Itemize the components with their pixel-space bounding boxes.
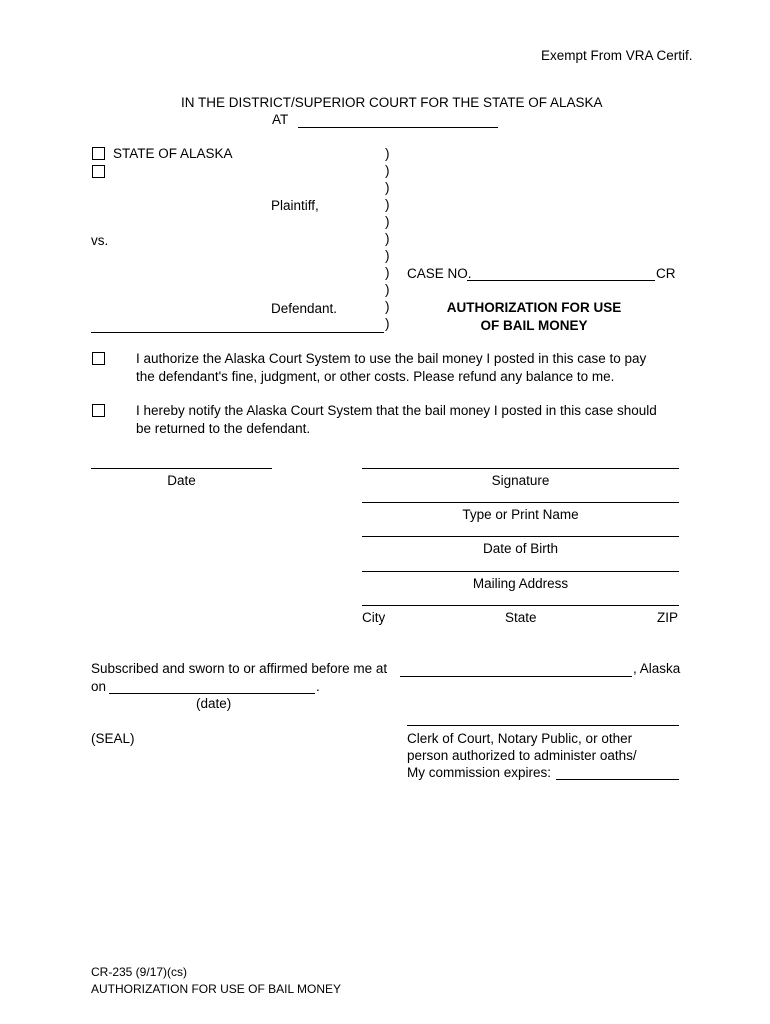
at-label: AT — [272, 112, 289, 127]
state-of-alaska-label: STATE OF ALASKA — [113, 146, 233, 161]
caption-bracket: ) — [385, 180, 390, 195]
state-of-alaska-checkbox[interactable] — [92, 147, 105, 160]
clerk-label-line2: person authorized to administer oaths/ — [407, 748, 637, 763]
seal-label: (SEAL) — [91, 731, 135, 746]
sworn-suffix: , Alaska — [633, 661, 681, 676]
print-name-label: Type or Print Name — [462, 507, 579, 522]
clerk-label-line1: Clerk of Court, Notary Public, or other — [407, 731, 633, 746]
city-state-zip-field[interactable] — [362, 605, 679, 606]
caption-bracket: ) — [385, 248, 390, 263]
caption-bracket: ) — [385, 214, 390, 229]
mailing-address-label: Mailing Address — [472, 576, 569, 591]
return-to-defendant-text-line2: be returned to the defendant. — [136, 421, 311, 436]
date-of-birth-label: Date of Birth — [482, 541, 559, 556]
commission-expires-field[interactable] — [556, 779, 679, 780]
case-number-field[interactable] — [467, 280, 655, 281]
authorize-use-checkbox[interactable] — [92, 352, 105, 365]
signature-label: Signature — [491, 473, 550, 488]
state-label: State — [505, 610, 537, 625]
signature-field[interactable] — [362, 468, 679, 469]
exempt-notice: Exempt From VRA Certif. — [541, 48, 693, 63]
case-no-label: CASE NO. — [407, 266, 472, 281]
on-label: on — [91, 679, 107, 694]
defendant-name-field[interactable] — [91, 332, 384, 333]
mailing-address-field[interactable] — [362, 571, 679, 572]
plaintiff-label: Plaintiff, — [271, 198, 319, 213]
caption-bracket: ) — [385, 163, 390, 178]
zip-label: ZIP — [657, 610, 679, 625]
date-label: Date — [167, 473, 196, 488]
caption-bracket: ) — [385, 282, 390, 297]
return-to-defendant-text-line1: I hereby notify the Alaska Court System that the bail money I posted in this case should — [136, 403, 657, 418]
sworn-date-field[interactable] — [109, 693, 315, 694]
authorize-use-text-line1: I authorize the Alaska Court System to use the bail money I posted in this case to pay — [136, 351, 647, 366]
caption-bracket: ) — [385, 316, 390, 331]
form-title-line2: OF BAIL MONEY — [480, 318, 588, 333]
date-of-birth-field[interactable] — [362, 536, 679, 537]
other-plaintiff-checkbox[interactable] — [92, 165, 105, 178]
form-name-footer: AUTHORIZATION FOR USE OF BAIL MONEY — [91, 982, 342, 996]
return-to-defendant-checkbox[interactable] — [92, 404, 105, 417]
clerk-signature-field[interactable] — [407, 725, 679, 726]
city-label: City — [362, 610, 386, 625]
print-name-field[interactable] — [362, 502, 679, 503]
caption-bracket: ) — [385, 265, 390, 280]
case-suffix: CR — [656, 266, 676, 281]
date-caption: (date) — [196, 696, 232, 711]
sworn-date-period: . — [316, 679, 320, 694]
vs-label: vs. — [91, 233, 109, 248]
at-location-field[interactable] — [298, 127, 498, 128]
form-number: CR-235 (9/17)(cs) — [91, 965, 188, 979]
commission-label: My commission expires: — [407, 765, 552, 780]
form-title-line1: AUTHORIZATION FOR USE — [446, 300, 622, 315]
date-field[interactable] — [91, 468, 272, 469]
sworn-location-field[interactable] — [400, 676, 632, 677]
caption-bracket: ) — [385, 197, 390, 212]
caption-bracket: ) — [385, 231, 390, 246]
caption-bracket: ) — [385, 299, 390, 314]
defendant-label: Defendant. — [271, 301, 338, 316]
court-title: IN THE DISTRICT/SUPERIOR COURT FOR THE STATE OF ALASKA — [181, 95, 603, 110]
sworn-statement: Subscribed and sworn to or affirmed before me at — [91, 661, 388, 676]
authorize-use-text-line2: the defendant's fine, judgment, or other costs. Please refund any balance to me. — [136, 369, 615, 384]
caption-bracket: ) — [385, 146, 390, 161]
